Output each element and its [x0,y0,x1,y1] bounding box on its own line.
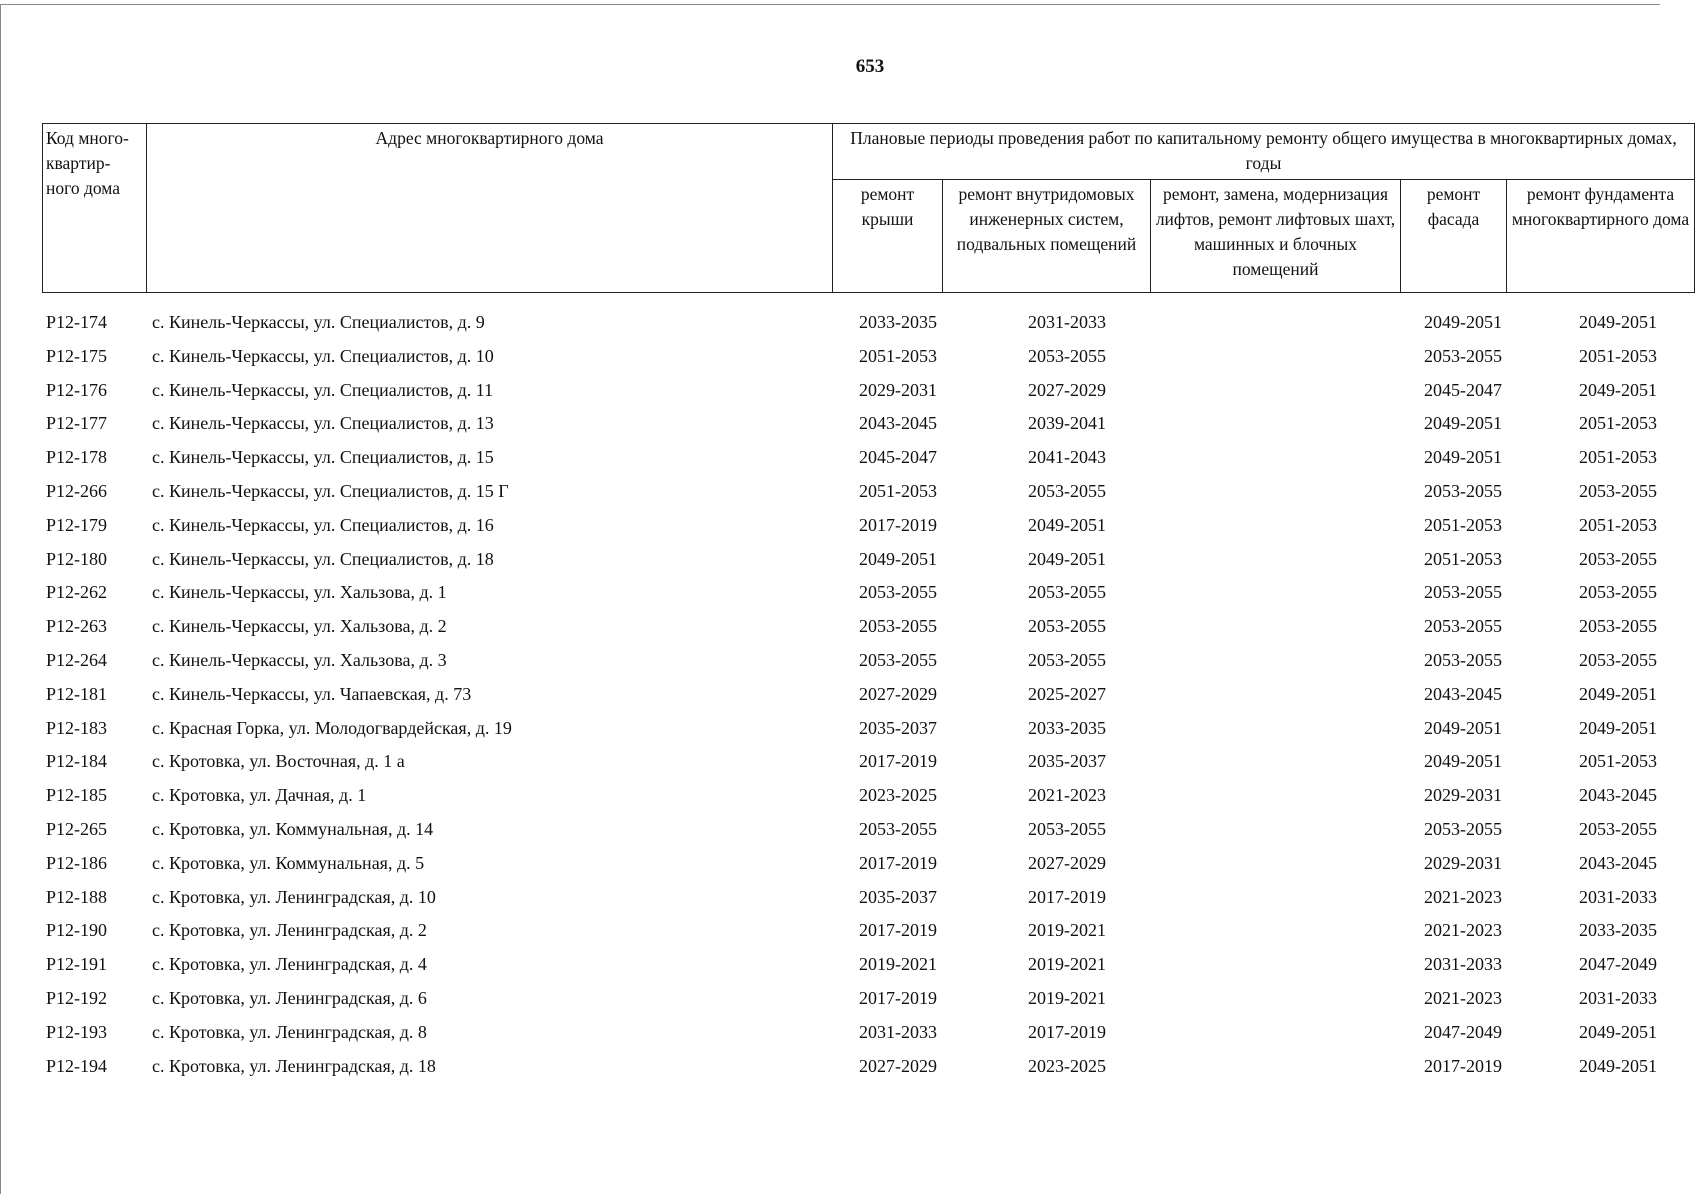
cell-facade: 2049-2051 [1424,717,1502,738]
cell-foundation: 2049-2051 [1579,312,1657,332]
cell-roof: 2051-2053 [859,480,937,501]
table-body [42,306,1694,1083]
cell-roof: 2017-2019 [859,514,937,535]
table-row [42,543,1694,577]
cell-roof: 2017-2019 [859,987,937,1008]
cell-facade: 2053-2055 [1424,616,1502,637]
cell-roof: 2017-2019 [859,852,937,873]
table-row [42,306,1694,340]
table-row [42,712,1694,746]
cell-roof: 2049-2051 [859,548,937,569]
cell-roof: 2053-2055 [859,582,937,603]
cell-foundation: 2031-2033 [1579,987,1657,1008]
cell-address: с. Кинель-Черкассы, ул. Специалистов, д. 18 [152,548,494,569]
table-row [42,576,1694,610]
cell-code: Р12-265 [46,818,108,839]
table-row [42,374,1694,408]
table-row [42,509,1694,543]
cell-code: Р12-185 [46,785,108,806]
cell-foundation: 2053-2055 [1579,582,1657,603]
cell-address: с. Кинель-Черкассы, ул. Специалистов, д. 16 [152,514,494,535]
cell-roof: 2033-2035 [859,312,937,332]
cell-facade: 2053-2055 [1424,818,1502,839]
cell-facade: 2045-2047 [1424,379,1502,400]
header-engineering: ремонт внутридомовых инженерных систем, подвальных помещений [943,180,1151,293]
cell-roof: 2017-2019 [859,751,937,772]
header-foundation: ремонт фундамента многоквартирного дома [1507,180,1695,293]
cell-roof: 2043-2045 [859,413,937,434]
cell-foundation: 2031-2033 [1579,886,1657,907]
cell-address: с. Кинель-Черкассы, ул. Специалистов, д. 9 [152,312,485,332]
cell-address: с. Кротовка, ул. Дачная, д. 1 [152,785,367,806]
cell-engineering: 2035-2037 [1028,751,1106,772]
cell-foundation: 2043-2045 [1579,785,1657,806]
cell-engineering: 2027-2029 [1028,379,1106,400]
cell-foundation: 2047-2049 [1579,954,1657,975]
cell-engineering: 2053-2055 [1028,480,1106,501]
cell-facade: 2049-2051 [1424,447,1502,468]
cell-foundation: 2049-2051 [1579,379,1657,400]
page-number: 653 [855,56,885,77]
cell-roof: 2035-2037 [859,886,937,907]
cell-foundation: 2053-2055 [1579,818,1657,839]
scan-top-edge [0,4,1660,5]
cell-engineering: 2053-2055 [1028,616,1106,637]
cell-address: с. Кинель-Черкассы, ул. Хальзова, д. 3 [152,649,447,670]
cell-code: Р12-190 [46,920,108,941]
cell-foundation: 2049-2051 [1579,683,1657,704]
cell-roof: 2029-2031 [859,379,937,400]
cell-code: Р12-181 [46,683,108,704]
cell-address: с. Кротовка, ул. Восточная, д. 1 а [152,751,405,772]
cell-roof: 2045-2047 [859,447,937,468]
cell-facade: 2051-2053 [1424,514,1502,535]
cell-code: Р12-179 [46,514,108,535]
cell-facade: 2049-2051 [1424,751,1502,772]
cell-foundation: 2051-2053 [1579,514,1657,535]
cell-engineering: 2053-2055 [1028,818,1106,839]
cell-engineering: 2027-2029 [1028,852,1106,873]
cell-code: Р12-191 [46,954,108,975]
cell-foundation: 2053-2055 [1579,616,1657,637]
table-row [42,847,1694,881]
cell-engineering: 2023-2025 [1028,1055,1106,1076]
cell-foundation: 2043-2045 [1579,852,1657,873]
header-code: Код много-квартир-ного дома [43,124,147,293]
cell-code: Р12-188 [46,886,108,907]
cell-engineering: 2053-2055 [1028,649,1106,670]
cell-code: Р12-183 [46,717,108,738]
cell-facade: 2021-2023 [1424,920,1502,941]
cell-address: с. Кротовка, ул. Ленинградская, д. 18 [152,1055,436,1076]
cell-engineering: 2017-2019 [1028,886,1106,907]
cell-code: Р12-174 [46,312,108,332]
cell-roof: 2035-2037 [859,717,937,738]
cell-foundation: 2051-2053 [1579,345,1657,366]
cell-engineering: 2049-2051 [1028,514,1106,535]
table-header [42,123,1695,293]
cell-engineering: 2019-2021 [1028,920,1106,941]
cell-facade: 2021-2023 [1424,987,1502,1008]
cell-foundation: 2053-2055 [1579,548,1657,569]
cell-roof: 2027-2029 [859,1055,937,1076]
table-row [42,340,1694,374]
table-row [42,610,1694,644]
cell-roof: 2023-2025 [859,785,937,806]
cell-roof: 2053-2055 [859,649,937,670]
cell-facade: 2047-2049 [1424,1021,1502,1042]
cell-facade: 2017-2019 [1424,1055,1502,1076]
cell-foundation: 2033-2035 [1579,920,1657,941]
cell-address: с. Кинель-Черкассы, ул. Специалистов, д. 15 Г [152,480,509,501]
cell-roof: 2053-2055 [859,616,937,637]
cell-facade: 2051-2053 [1424,548,1502,569]
table-row [42,948,1694,982]
cell-code: Р12-192 [46,987,108,1008]
cell-code: Р12-178 [46,447,108,468]
cell-facade: 2049-2051 [1424,312,1502,332]
cell-engineering: 2017-2019 [1028,1021,1106,1042]
cell-facade: 2021-2023 [1424,886,1502,907]
cell-facade: 2029-2031 [1424,852,1502,873]
cell-address: с. Кинель-Черкассы, ул. Хальзова, д. 2 [152,616,447,637]
table-row [42,678,1694,712]
cell-engineering: 2053-2055 [1028,582,1106,603]
table-row [42,813,1694,847]
cell-address: с. Кротовка, ул. Ленинградская, д. 8 [152,1021,427,1042]
cell-engineering: 2049-2051 [1028,548,1106,569]
cell-facade: 2043-2045 [1424,683,1502,704]
cell-address: с. Красная Горка, ул. Молодогвардейская, д. 19 [152,717,512,738]
header-lifts: ремонт, замена, модернизация лифтов, ремонт лифтовых шахт, машинных и блочных помещений [1151,180,1401,293]
table-row [42,407,1694,441]
cell-code: Р12-175 [46,345,108,366]
cell-roof: 2027-2029 [859,683,937,704]
cell-foundation: 2053-2055 [1579,649,1657,670]
cell-foundation: 2049-2051 [1579,717,1657,738]
cell-foundation: 2049-2051 [1579,1021,1657,1042]
cell-code: Р12-184 [46,751,108,772]
cell-engineering: 2021-2023 [1028,785,1106,806]
cell-roof: 2051-2053 [859,345,937,366]
cell-code: Р12-263 [46,616,108,637]
cell-roof: 2053-2055 [859,818,937,839]
cell-address: с. Кинель-Черкассы, ул. Специалистов, д. 13 [152,413,494,434]
table-row [42,441,1694,475]
cell-foundation: 2049-2051 [1579,1055,1657,1076]
table-row [42,914,1694,948]
cell-facade: 2053-2055 [1424,649,1502,670]
table-row [42,982,1694,1016]
cell-code: Р12-177 [46,413,108,434]
cell-code: Р12-186 [46,852,108,873]
table-row [42,881,1694,915]
cell-engineering: 2053-2055 [1028,345,1106,366]
cell-engineering: 2033-2035 [1028,717,1106,738]
cell-address: с. Кротовка, ул. Ленинградская, д. 6 [152,987,427,1008]
cell-facade: 2053-2055 [1424,480,1502,501]
cell-foundation: 2051-2053 [1579,447,1657,468]
cell-address: с. Кротовка, ул. Ленинградская, д. 10 [152,886,436,907]
cell-address: с. Кротовка, ул. Ленинградская, д. 4 [152,954,427,975]
cell-engineering: 2041-2043 [1028,447,1106,468]
cell-engineering: 2019-2021 [1028,954,1106,975]
scan-left-edge [0,4,1,1194]
cell-address: с. Кинель-Черкассы, ул. Хальзова, д. 1 [152,582,447,603]
cell-address: с. Кинель-Черкассы, ул. Чапаевская, д. 73 [152,683,472,704]
cell-code: Р12-194 [46,1055,108,1076]
cell-engineering: 2025-2027 [1028,683,1106,704]
cell-code: Р12-180 [46,548,108,569]
table-row [42,1050,1694,1084]
cell-code: Р12-266 [46,480,108,501]
cell-address: с. Кротовка, ул. Коммунальная, д. 5 [152,852,425,873]
cell-code: Р12-176 [46,379,108,400]
table-row [42,1016,1694,1050]
cell-address: с. Кротовка, ул. Коммунальная, д. 14 [152,818,434,839]
table-row [42,644,1694,678]
cell-engineering: 2031-2033 [1028,312,1106,332]
cell-facade: 2029-2031 [1424,785,1502,806]
cell-address: с. Кинель-Черкассы, ул. Специалистов, д. 15 [152,447,494,468]
cell-address: с. Кинель-Черкассы, ул. Специалистов, д. 10 [152,345,494,366]
cell-code: Р12-264 [46,649,108,670]
cell-engineering: 2019-2021 [1028,987,1106,1008]
table-row [42,475,1694,509]
cell-foundation: 2051-2053 [1579,751,1657,772]
cell-facade: 2031-2033 [1424,954,1502,975]
table-row [42,779,1694,813]
cell-address: с. Кинель-Черкассы, ул. Специалистов, д. 11 [152,379,494,400]
cell-roof: 2019-2021 [859,954,937,975]
cell-code: Р12-262 [46,582,108,603]
header-roof: ремонт крыши [833,180,943,293]
header-periods: Плановые периоды проведения работ по капитальному ремонту общего имущества в многоквартирных домах, годы [833,124,1695,180]
cell-roof: 2031-2033 [859,1021,937,1042]
table-row [42,745,1694,779]
cell-roof: 2017-2019 [859,920,937,941]
cell-engineering: 2039-2041 [1028,413,1106,434]
cell-address: с. Кротовка, ул. Ленинградская, д. 2 [152,920,427,941]
cell-facade: 2049-2051 [1424,413,1502,434]
cell-foundation: 2051-2053 [1579,413,1657,434]
cell-code: Р12-193 [46,1021,108,1042]
cell-foundation: 2053-2055 [1579,480,1657,501]
cell-facade: 2053-2055 [1424,582,1502,603]
header-address: Адрес многоквартирного дома [147,124,833,293]
header-facade: ремонт фасада [1401,180,1507,293]
cell-facade: 2053-2055 [1424,345,1502,366]
